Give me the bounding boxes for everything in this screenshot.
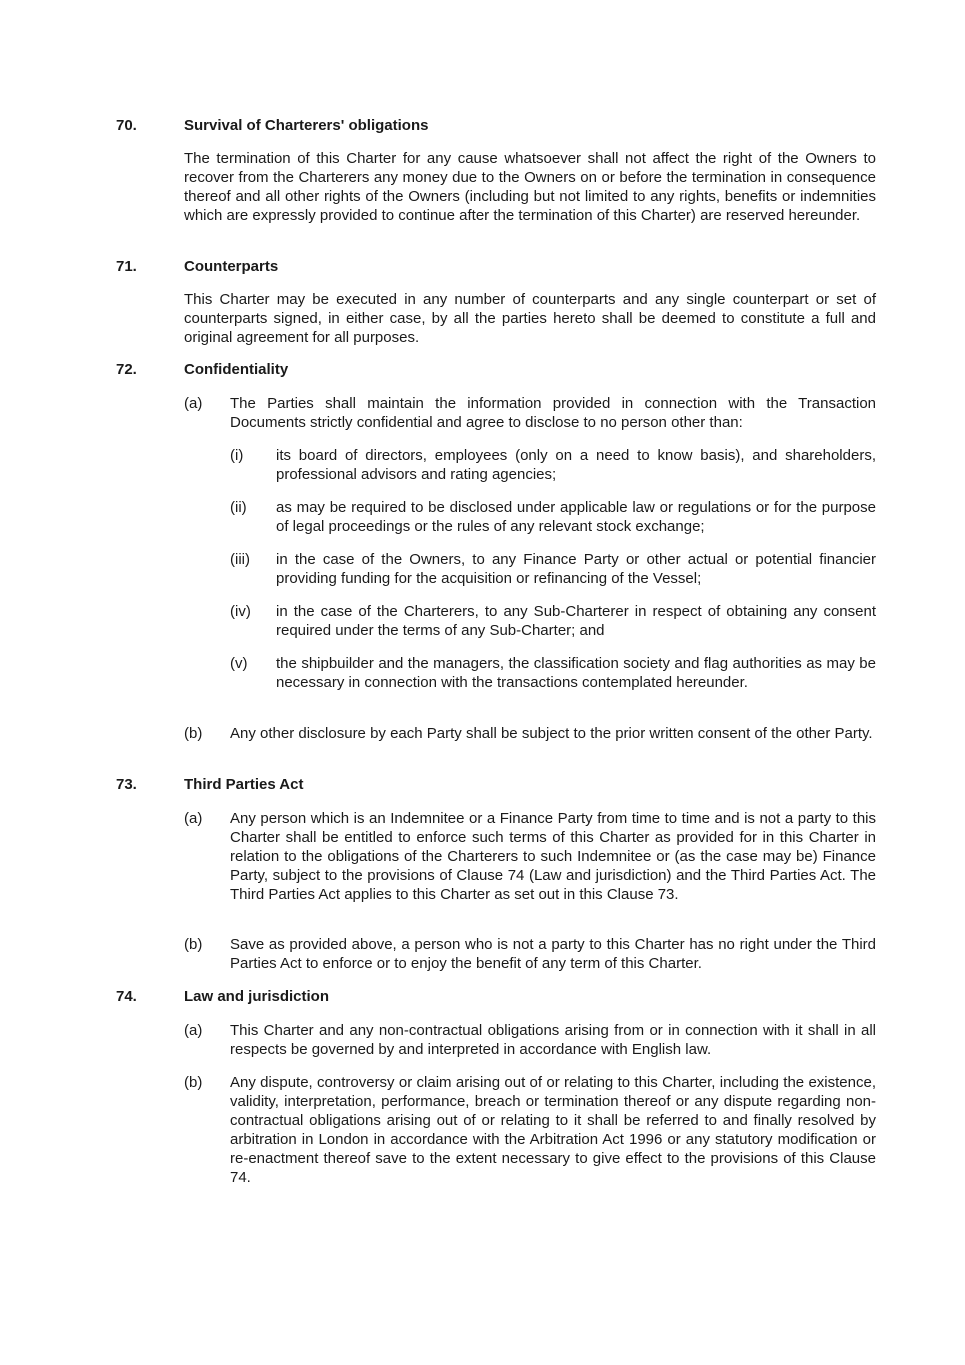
item-text: Any dispute, controversy or claim arising out of or relating to this Charter, including the existence, validity, interpretation, performance, breach or termination thereof or any dispute regarding non-contractual obligations arising out of or relating to it shall be referred to and finally resolved by arbitration in London in accordance with the Arbitration Act 1996 or any statutory modification or re-enactment thereof save to the extent necessary to give effect to the provisions of this Clause 74. [230,1074,876,1186]
sub-item-label: (v) [230,655,248,672]
sub-item-label: (i) [230,447,244,464]
sub-item-label: (iii) [230,551,250,568]
clause-title: Counterparts [184,258,279,275]
clause-heading [0,775,965,794]
clause-number: 71. [116,258,137,275]
item-label: (b) [184,725,203,742]
clause-heading [0,116,965,135]
sub-item-text: the shipbuilder and the managers, the classification society and flag authorities as may be necessary in connection with the transactions contemplated hereunder. [276,655,876,691]
clause-number: 72. [116,361,137,378]
clause-number: 73. [116,776,137,793]
clause-heading [0,257,965,276]
sub-item-text: its board of directors, employees (only on a need to know basis), and shareholders, professional advisors and rating agencies; [276,447,876,483]
clause-title: Law and jurisdiction [184,988,330,1005]
item-text: Any other disclosure by each Party shall be subject to the prior written consent of the other Party. [230,725,873,742]
clause-title: Survival of Charterers' obligations [184,117,429,134]
item-label: (b) [184,1074,203,1091]
sub-item-label: (iv) [230,603,251,620]
item-text: This Charter and any non-contractual obligations arising from or in connection with it shall in all respects be governed by and interpreted in accordance with English law. [230,1022,876,1058]
item-label: (b) [184,936,203,953]
clause-number: 70. [116,117,137,134]
clause-70 [0,116,965,224]
clause-body: The termination of this Charter for any cause whatsoever shall not affect the right of the Owners to recover from the Charterers any money due to the Owners on or before the termination in consequence thereof and all other rights of the Owners (including but not limited to any rights, benefits or indemnities which are expressly provided to continue after the termination of this Charter) are reserved hereunder. [184,150,876,224]
sub-item-label: (ii) [230,499,247,516]
sub-item-text: in the case of the Owners, to any Finance Party or other actual or potential financier providing funding for the acquisition or refinancing of the Vessel; [276,551,876,587]
item-text: Any person which is an Indemnitee or a Finance Party from time to time and is not a party to this Charter shall be entitled to enforce such terms of this Charter as provided for in this Charter in relation to the obligations of the Charterers to such Indemnitee or (as the case may be) Finance Party, subject to the provisions of Clause 74 (Law and jurisdiction) and the Third Parties Act. The Third Parties Act applies to this Charter as set out in this Clause 73. [230,810,876,903]
sub-item-text: in the case of the Charterers, to any Sub-Charterer in respect of obtaining any consent required under the terms of any Sub-Charter; and [276,603,876,639]
clause-number: 74. [116,988,137,1005]
clause-74 [0,987,965,1186]
clause-72 [0,360,965,742]
clause-body: This Charter may be executed in any number of counterparts and any single counterpart or set of counterparts signed, in either case, by all the parties hereto shall be deemed to constitute a full and original agreement for all purposes. [184,291,876,346]
item-label: (a) [184,810,203,827]
clause-title: Confidentiality [184,361,289,378]
clause-heading [0,360,965,379]
item-text: Save as provided above, a person who is not a party to this Charter has no right under the Third Parties Act to enforce or to enjoy the benefit of any term of this Charter. [230,936,876,972]
clause-73 [0,775,965,972]
item-text: The Parties shall maintain the information provided in connection with the Transaction Documents strictly confidential and agree to disclose to no person other than: [230,395,876,431]
item-label: (a) [184,1022,203,1039]
sub-item-text: as may be required to be disclosed under applicable law or regulations or for the purpose of legal proceedings or the rules of any relevant stock exchange; [276,499,876,535]
clause-heading [0,987,965,1006]
item-label: (a) [184,395,203,412]
clause-title: Third Parties Act [184,776,304,793]
clause-71 [0,257,965,346]
